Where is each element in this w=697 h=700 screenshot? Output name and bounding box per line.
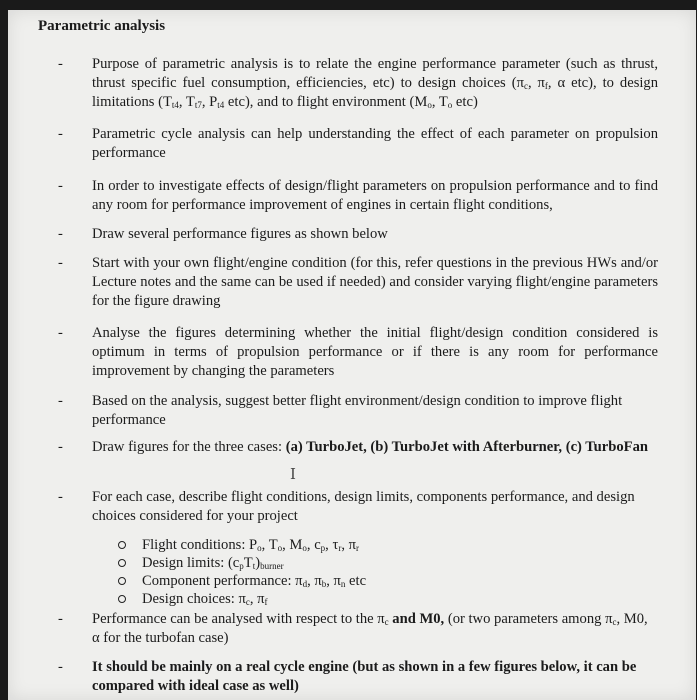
bullet-text: Draw figures for the three cases: (a) TurboJet, (b) TurboJet with Afterburner, (c) TurboFan bbox=[92, 439, 649, 455]
bullet-draw-figures bbox=[58, 225, 658, 244]
sub-item-flight-conditions: Flight conditions: $P_o$, $T_o$, $M_o$, $c_p$, $\tau_r$, $\pi_r$ bbox=[118, 536, 366, 554]
bullet-text: Based on the analysis, suggest better flight environment/design condition to improve flight performance bbox=[92, 393, 623, 428]
bullet-text: Analyse the figures determining whether the initial flight/design condition considered is optimum in terms of propulsion performance or if there is any room for performance improvement by changing the parameters bbox=[92, 325, 658, 379]
bullet-text: Draw several performance figures as shown below bbox=[92, 226, 388, 242]
bullet-cycle-analysis bbox=[58, 125, 658, 163]
sub-list bbox=[118, 536, 366, 608]
bullet-text: It should be mainly on a real cycle engine (but as shown in a few figures below, it can be compared with ideal case as well) bbox=[92, 659, 637, 694]
text-cursor-icon: I bbox=[290, 465, 296, 483]
circle-bullet-icon bbox=[118, 559, 126, 567]
bullet-dash: - bbox=[58, 178, 63, 194]
bullet-performance bbox=[58, 610, 658, 648]
bullet-investigate bbox=[58, 177, 658, 215]
sub-item-design-choices: Design choices: $\pi_c$, $\pi_f$ bbox=[118, 590, 366, 608]
section-heading: Parametric analysis bbox=[38, 18, 166, 34]
bullet-dash: - bbox=[58, 611, 63, 627]
bullet-dash: - bbox=[58, 126, 63, 142]
circle-bullet-icon bbox=[118, 541, 126, 549]
bullet-dash: - bbox=[58, 325, 63, 341]
document-page bbox=[8, 10, 696, 700]
bullet-text: For each case, describe flight conditions, design limits, components performance, and design choices considered for your project bbox=[92, 489, 635, 524]
bullet-analyse bbox=[58, 324, 658, 381]
bullet-dash: - bbox=[58, 56, 63, 72]
sub-item-design-limits: Design limits: $(c_pT_t)_{burner}$ bbox=[118, 554, 366, 572]
bullet-dash: - bbox=[58, 255, 63, 271]
bullet-text: In order to investigate effects of design/flight parameters on propulsion performance and to find any room for performance improvement of engines in certain flight conditions, bbox=[92, 178, 658, 213]
bullet-text: Purpose of parametric analysis is to relate the engine performance parameter (such as thrust, thrust specific fuel consumption, efficiencies, etc) to design choices ($\pi_c$, $\pi_f$, α etc), to design limitations ($T_{t4}$, $T_{t7}$, $P_{t4}$ etc), and to flight environment ($M_o$, $T_o$ etc) bbox=[92, 56, 659, 110]
bullet-purpose bbox=[58, 55, 658, 112]
bullet-dash: - bbox=[58, 489, 63, 505]
bullet-dash: - bbox=[58, 439, 63, 455]
bullet-text: Performance can be analysed with respect to the $\pi_c$ and M0, (or two parameters among $\pi_c$, M0, α for the turbofan case) bbox=[92, 611, 648, 646]
bullet-three-cases bbox=[58, 438, 658, 457]
bullet-dash: - bbox=[58, 659, 63, 675]
bullet-dash: - bbox=[58, 393, 63, 409]
bullet-real-cycle bbox=[58, 658, 658, 696]
circle-bullet-icon bbox=[118, 595, 126, 603]
bullet-dash: - bbox=[58, 226, 63, 242]
sub-item-component-performance: Component performance: $\pi_d$, $\pi_b$, $\pi_n$ etc bbox=[118, 572, 366, 590]
bullet-start bbox=[58, 254, 658, 311]
bullet-text: Start with your own flight/engine condition (for this, refer questions in the previous HWs and/or Lecture notes and the same can be used if needed) and consider varying flight/engine parameters for the figure drawing bbox=[92, 255, 658, 309]
bullet-suggest bbox=[58, 392, 658, 430]
bullet-text: Parametric cycle analysis can help understanding the effect of each parameter on propulsion performance bbox=[92, 126, 658, 161]
circle-bullet-icon bbox=[118, 577, 126, 585]
bullet-each-case bbox=[58, 488, 658, 526]
